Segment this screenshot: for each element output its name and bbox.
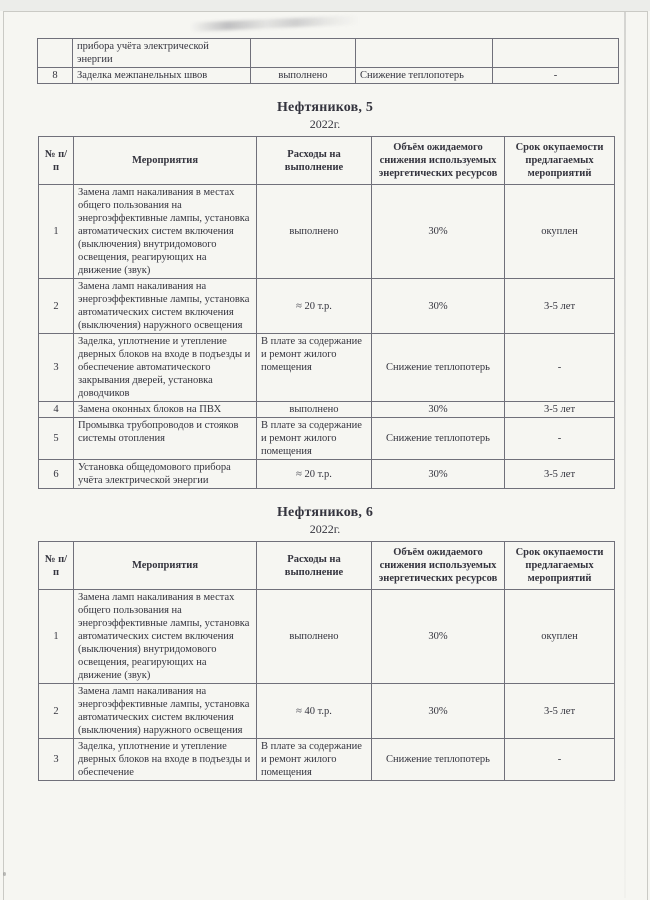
table-row — [39, 279, 615, 334]
cell-effect: 30% — [372, 590, 505, 684]
cell-payback — [493, 39, 619, 68]
cell-payback: 3-5 лет — [505, 279, 615, 334]
cell-effect: Снижение теплопотерь — [372, 334, 505, 402]
cell-cost: выполнено — [257, 402, 372, 418]
measures-table-neftyanikov-5 — [38, 136, 615, 489]
cell-cost: выполнено — [257, 185, 372, 279]
cell-num: 4 — [39, 402, 74, 418]
header-row — [39, 542, 615, 590]
scanner-band — [0, 0, 650, 11]
header-payback: Срок окупаемости предлагаемых мероприятий — [505, 137, 615, 185]
cell-num: 2 — [39, 279, 74, 334]
cell-effect: Снижение теплопотерь — [372, 418, 505, 460]
cell-cost: выполнено — [251, 68, 356, 84]
cell-measure: Заделка, уплотнение и утепление дверных блоков на входе в подъезды и обеспечение — [74, 739, 257, 781]
cell-measure: Замена ламп накаливания в местах общего пользования на энергоэффективные лампы, установка автоматических систем включения (выключения) внутридомового освещения, реагирующих на движение (звук) — [74, 185, 257, 279]
section-title: Нефтяников, 6 — [276, 505, 374, 520]
cell-num: 1 — [39, 590, 74, 684]
cell-measure: Замена оконных блоков на ПВХ — [74, 402, 257, 418]
cell-cost: В плате за содержание и ремонт жилого помещения — [257, 334, 372, 402]
table-row — [39, 185, 615, 279]
cell-measure: Замена ламп накаливания на энергоэффективные лампы, установка автоматических систем включения (выключения) наружного освещения — [74, 684, 257, 739]
cell-payback: - — [505, 334, 615, 402]
cell-num: 3 — [39, 739, 74, 781]
cell-cost: выполнено — [257, 590, 372, 684]
cell-effect: Снижение теплопотерь — [372, 739, 505, 781]
fragment-table — [37, 38, 619, 84]
table-row — [38, 68, 619, 84]
table-row — [38, 39, 619, 68]
cell-num: 6 — [39, 460, 74, 489]
cell-num: 8 — [38, 68, 73, 84]
cell-measure: Промывка трубопроводов и стояков системы отопления — [74, 418, 257, 460]
cell-cost: В плате за содержание и ремонт жилого помещения — [257, 739, 372, 781]
cell-effect: Снижение теплопотерь — [356, 68, 493, 84]
cell-num: 5 — [39, 418, 74, 460]
cell-payback: 3-5 лет — [505, 460, 615, 489]
header-row — [39, 137, 615, 185]
cell-effect: 30% — [372, 185, 505, 279]
table-row — [39, 460, 615, 489]
cell-measure: Заделка межпанельных швов — [73, 68, 251, 84]
cell-num: 2 — [39, 684, 74, 739]
cell-cost: ≈ 40 т.р. — [257, 684, 372, 739]
header-effect: Объём ожидаемого снижения используемых энергетических ресурсов — [372, 137, 505, 185]
cell-measure: Заделка, уплотнение и утепление дверных блоков на входе в подъезды и обеспечение автоматического закрывания дверей, установка доводчиков — [74, 334, 257, 402]
scanned-page — [0, 11, 650, 781]
header-effect: Объём ожидаемого снижения используемых энергетических ресурсов — [372, 542, 505, 590]
cell-effect: 30% — [372, 684, 505, 739]
cell-payback: 3-5 лет — [505, 402, 615, 418]
cell-measure: Установка общедомового прибора учёта электрической энергии — [74, 460, 257, 489]
header-cost: Расходы на выполнение — [257, 542, 372, 590]
cell-payback: окуплен — [505, 185, 615, 279]
cell-effect: 30% — [372, 279, 505, 334]
scan-speck — [3, 872, 6, 876]
cell-effect — [356, 39, 493, 68]
cell-measure: прибора учёта электрической энергии — [73, 39, 251, 68]
cell-measure: Замена ламп накаливания в местах общего пользования на энергоэффективные лампы, установка автоматических систем включения (выключения) внутридомового освещения, реагирующих на движение (звук) — [74, 590, 257, 684]
header-cost: Расходы на выполнение — [257, 137, 372, 185]
cell-num: 1 — [39, 185, 74, 279]
section-year: 2022г. — [309, 117, 341, 131]
table-row — [39, 418, 615, 460]
cell-payback: 3-5 лет — [505, 684, 615, 739]
measures-table-neftyanikov-6 — [38, 541, 615, 781]
cell-payback: - — [505, 739, 615, 781]
cell-effect: 30% — [372, 460, 505, 489]
table-row — [39, 684, 615, 739]
cell-payback: окуплен — [505, 590, 615, 684]
cell-num: 3 — [39, 334, 74, 402]
cell-payback: - — [493, 68, 619, 84]
table-row — [39, 590, 615, 684]
section-title: Нефтяников, 5 — [276, 100, 374, 115]
header-num: № п/п — [39, 542, 74, 590]
cell-cost: ≈ 20 т.р. — [257, 460, 372, 489]
cell-measure: Замена ламп накаливания на энергоэффективные лампы, установка автоматических систем включения (выключения) наружного освещения — [74, 279, 257, 334]
header-num: № п/п — [39, 137, 74, 185]
cell-payback: - — [505, 418, 615, 460]
table-row — [39, 739, 615, 781]
header-payback: Срок окупаемости предлагаемых мероприятий — [505, 542, 615, 590]
cell-num — [38, 39, 73, 68]
cell-effect: 30% — [372, 402, 505, 418]
section-year: 2022г. — [309, 522, 341, 536]
header-measure: Мероприятия — [74, 542, 257, 590]
cell-cost — [251, 39, 356, 68]
cell-cost: ≈ 20 т.р. — [257, 279, 372, 334]
cell-cost: В плате за содержание и ремонт жилого помещения — [257, 418, 372, 460]
table-row — [39, 402, 615, 418]
table-row — [39, 334, 615, 402]
header-measure: Мероприятия — [74, 137, 257, 185]
